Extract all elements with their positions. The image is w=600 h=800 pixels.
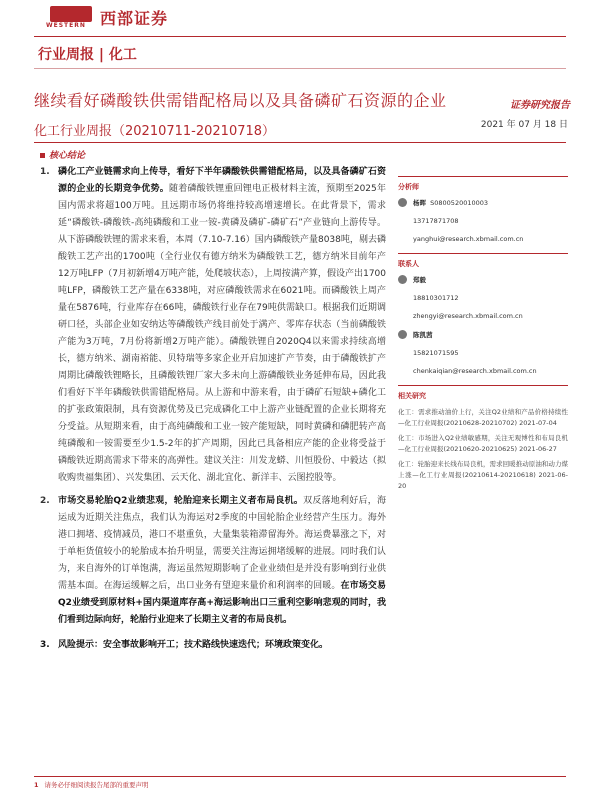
related-report[interactable]: 化工：轮胎迎来长线布局良机，需求回暖推动原油和动力煤上涨—化工行业周报(20210614-20210618) 2021-06-20: [398, 460, 568, 490]
analyst-name: 杨晖: [413, 199, 426, 207]
point-tail: 在市场交易Q2业绩受到原材料+国内渠道库存高+海运影响出口三重利空影响悲观的同时，我们看到边际向好，轮胎行业迎来了长期主义者的布局良机。: [58, 581, 386, 625]
analyst-heading: 分析师: [398, 176, 568, 192]
key-point-1: [34, 164, 386, 487]
analyst-cert: S0800520010003: [430, 198, 489, 207]
section-heading: [40, 148, 85, 161]
point-lead: 磷化工产业链需求向上传导，看好下半年磷酸铁供需错配格局，以及具备磷矿石资源的企业的长期竞争优势。: [58, 167, 386, 194]
point-lead: 风险提示：安全事故影响开工；技术路线快速迭代；环境政策变化。: [58, 640, 329, 650]
main-title: 继续看好磷酸铁供需错配格局以及具备磷矿石资源的企业: [34, 91, 447, 110]
related-report[interactable]: 化工：需求推动油价上行，关注Q2业绩和产品价格持续性—化工行业周报(20210628-20210702) 2021-07-04: [398, 408, 568, 427]
header-divider: [34, 36, 566, 37]
category-divider: [34, 68, 566, 69]
report-category: 行业周报 | 化工: [38, 47, 137, 63]
contact-email[interactable]: chenkaiqian@research.xbmail.com.cn: [413, 367, 537, 375]
point-lead: 市场交易轮胎Q2业绩悲观，轮胎迎来长期主义者布局良机。: [58, 496, 304, 506]
related-heading: 相关研究: [398, 385, 568, 401]
point-number: 3.: [40, 640, 50, 650]
person-icon: [398, 275, 407, 284]
contact-name: 陈凯茜: [413, 331, 433, 339]
point-body: 随着磷酸铁锂重回锂电正极材料主流，预期至2025年国内需求将超100万吨。且远期市场仍将维持较高增速增长。在此背景下，需求延“磷酸铁-磷酸铁-高纯磷酸和工业一铵-黄磷及磷矿-磷矿石”产业链向上游传导。从下游磷酸铁锂的需求来看，本周（7.10-7.16）国内磷酸铁产量8038吨，剔去磷酸铁工艺产出的1700吨（全行业仅有德方纳米为磷酸铁工艺，德方纳米目前年产12万吨LFP（7月初新增4万吨产能，处爬坡状态），上周按满产算，假设产出1700吨LFP，磷酸铁工艺产量在6338吨，对应磷酸铁需求在6021吨。而磷酸铁上周产量在5876吨，行业库存在66吨，磷酸铁行业存在79吨供需缺口。根据我们近期调研口径，头部企业如安纳达等磷酸铁产线目前处于满产、零库存状态（当前磷酸铁产能为3万吨，7月份将新增2万吨产能）。磷酸铁锂自2020Q4以来需求持续高增长，德方纳米、湖南裕能、贝特瑞等多家企业开启加速扩产节奏，由于磷酸铁扩产周期比磷酸铁锂略长，且磷酸铁锂厂家大多未向上游磷酸铁业务延伸布局，因此我们看好下半年磷酸铁供需错配格局。从上游和中游来看，由于磷矿石短缺+磷化工的扩张政策限制，具有资源优势及已完成磷化工中上游产业链配置的企业长期将充分受益。从短期来看，由于高纯磷酸和工业一铵产能短缺，同时黄磷和磷肥转产高纯磷酸和一铵需要至少1.5-2年的扩产周期，因此已具备相应产能的企业将受益于磷酸铁近期高需求下带来的高弹性。建议关注：川发龙蟒、川恒股份、中毅达（拟收购贵福集团）、兴发集团、云天化、湖北宜化、新洋丰、云图控股等。: [58, 184, 386, 483]
brand-name: 西部证券: [100, 9, 169, 28]
contact-heading: 联系人: [398, 253, 568, 269]
point-number: 1.: [40, 167, 50, 177]
logo-mark: [50, 6, 92, 22]
company-logo: [46, 6, 98, 32]
analyst-1: [398, 198, 568, 207]
main-content: [34, 164, 386, 660]
contact-phone: 18810301712: [413, 294, 459, 302]
section-heading-text: 核心结论: [49, 151, 86, 161]
analyst-email[interactable]: yanghui@research.xbmail.com.cn: [413, 235, 524, 243]
key-point-2: [34, 493, 386, 629]
analyst-phone: 13717871708: [413, 217, 459, 225]
related-report[interactable]: 化工：市场进入Q2业绩敏感期，关注无观博性和布局良机—化工行业周报(20210620-20210625) 2021-06-27: [398, 434, 568, 453]
contact-1: [398, 275, 568, 284]
point-number: 2.: [40, 496, 50, 506]
title-divider: [34, 142, 566, 143]
page-number: 1: [34, 781, 39, 789]
section-bullet-icon: [40, 153, 45, 158]
key-point-3: [34, 637, 386, 654]
sidebar: [398, 176, 568, 496]
person-icon: [398, 198, 407, 207]
sub-title: 化工行业周报（20210711-20210718）: [34, 124, 276, 139]
disclaimer-note: 请务必仔细阅读报告尾部的重要声明: [44, 781, 149, 789]
logo-text: WESTERN: [46, 22, 86, 29]
person-icon: [398, 330, 407, 339]
report-date: 2021 年 07 月 18 日: [480, 120, 568, 130]
contact-name: 郑毅: [413, 276, 426, 284]
contact-email[interactable]: zhengyi@research.xbmail.com.cn: [413, 312, 523, 320]
footer-divider: [34, 776, 566, 777]
report-type: 证券研究报告: [510, 100, 570, 111]
point-body: 双反落地利好后，海运成为近期关注焦点，我们认为海运对2季度的中国轮胎企业经营产生压力。海外港口拥堵、疫情减员，港口不堪重负，大量集装箱滞留海外。海运费暴涨之下，对于单柜货值较小的轮胎成本抬升明显，需要关注海运拥堵缓解的进展。同时我们认为，来自海外的订单饱满，海运虽然短期影响了企业业绩但是并没有影响到行业供需基本面。在海运缓解之后，出口业务有望迎来量价和利润率的回暖。: [58, 496, 386, 591]
contact-2: [398, 330, 568, 339]
footer: [34, 780, 149, 789]
contact-phone: 15821071595: [413, 349, 459, 357]
